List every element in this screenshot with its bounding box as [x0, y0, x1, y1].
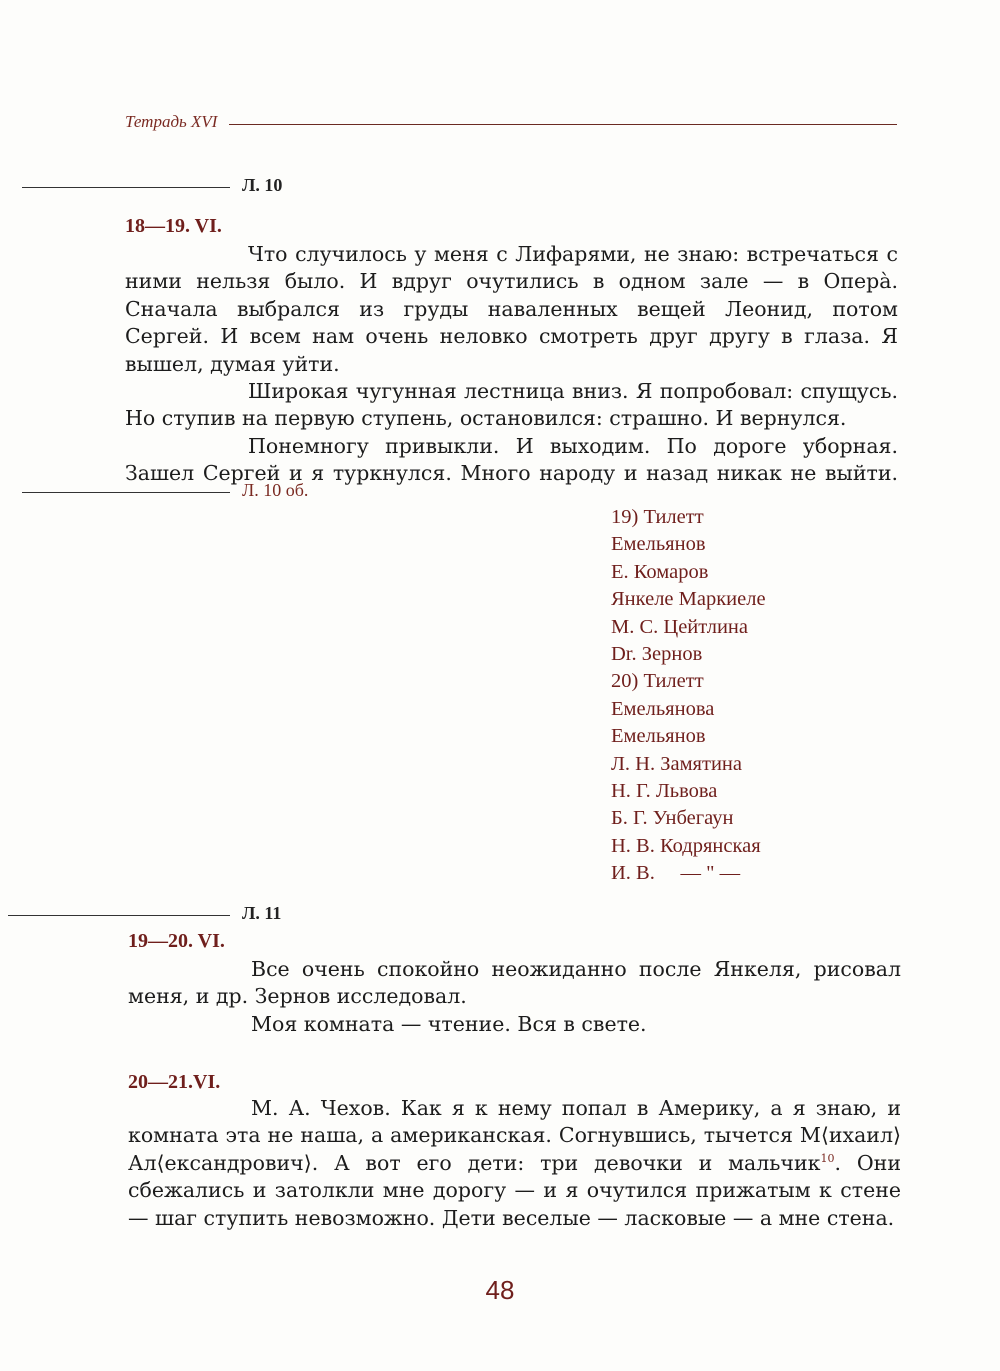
paragraph: Моя комната — чтение. Вся в свете.	[251, 1011, 647, 1036]
names-list	[611, 504, 766, 888]
leaf-rule	[22, 187, 230, 188]
paragraph: Все очень спокойно неожиданно после Янкеля, рисовал меня, и др. Зернов исследовал.	[128, 957, 901, 1009]
paragraph-text: Они сбежались и затолкли мне дорогу — и я очутился прижатым к стене — шаг ступить невозможно. Дети веселые — ласковые — а мне стена.	[128, 1150, 901, 1230]
paragraph: Понемногу привыкли. И выходим. По дороге уборная. Зашел Сергей и я туркнулся. Много народу и назад никак не выйти.	[125, 433, 898, 486]
list-item: Н. Г. Львова	[611, 780, 718, 803]
list-item: Е. Комаров	[611, 560, 709, 583]
notebook-title: Тетрадь XVI	[125, 112, 218, 131]
list-item: Янкеле Маркиеле	[611, 588, 766, 611]
leaf-marker	[8, 903, 328, 927]
list-item: Л. Н. Замятина	[611, 752, 742, 775]
paragraph-text: М. А. Чехов. Как я к нему попал в Америку, а я знаю, и комната эта не наша, а американская. Согнувшись, тычется М⟨ихаил⟩ Ал⟨ександрович⟩. А вот его дети: три девочки и мальчик	[128, 1096, 901, 1175]
leaf-label: Л. 10	[242, 175, 283, 195]
running-header	[125, 112, 897, 136]
leaf-label: Л. 11	[242, 903, 282, 923]
page-number: 48	[485, 1275, 515, 1305]
leaf-rule	[8, 915, 230, 916]
entry-text	[128, 1095, 901, 1232]
entry-text	[128, 956, 901, 1038]
list-item: Емельянова	[611, 697, 715, 720]
header-rule	[229, 124, 897, 125]
list-item: 20) Тилетт	[611, 670, 704, 693]
leaf-label: Л. 10 об.	[242, 480, 309, 500]
entry-date: 19—20. VI.	[128, 930, 225, 952]
list-item: Dr. Зернов	[611, 643, 703, 666]
list-item: И. В. — " —	[611, 862, 741, 885]
leaf-marker	[22, 175, 322, 199]
list-item: М. С. Цейтлина	[611, 615, 748, 638]
list-item: 19) Тилетт	[611, 506, 704, 528]
paragraph: М. А. Чехов. Как я к нему попал в Америку, а я знаю, и комната эта не наша, а американская. Согнувшись, тычется М⟨ихаил⟩ Ал⟨ександрович⟩. А вот его дети: три девочки и мальчик$^{10}$. Они сбежались и затолкли мне дорогу — и я очутился прижатым к стене — шаг ступить невозможно. Дети веселые — ласковые — а мне стена.	[128, 1096, 901, 1230]
list-item: Б. Г. Унбегаун	[611, 807, 734, 830]
leaf-rule	[22, 492, 230, 493]
entry-date: 20—21.VI.	[128, 1071, 221, 1093]
list-item: Емельянов	[611, 725, 706, 748]
paragraph: Что случилось у меня с Лифарями, не знаю: встречаться с ними нельзя было. И вдруг очутились в одном зале — в Опера̀. Сначала выбрался из груды наваленных вещей Леонид, потом Сергей. И всем нам очень неловко смотреть друг другу в глаза. Я вышел, думая уйти.	[125, 242, 898, 376]
entry-text	[125, 241, 898, 488]
leaf-marker	[22, 480, 382, 504]
paragraph: Широкая чугунная лестница вниз. Я попробовал: спущусь. Но ступив на первую ступень, остановился: страшно. И вернулся.	[125, 379, 898, 431]
list-item: Н. В. Кодрянская	[611, 834, 761, 857]
footnote-ref[interactable]: 10	[820, 1151, 835, 1165]
list-item: Емельянов	[611, 533, 706, 556]
entry-date: 18—19. VI.	[125, 215, 222, 237]
